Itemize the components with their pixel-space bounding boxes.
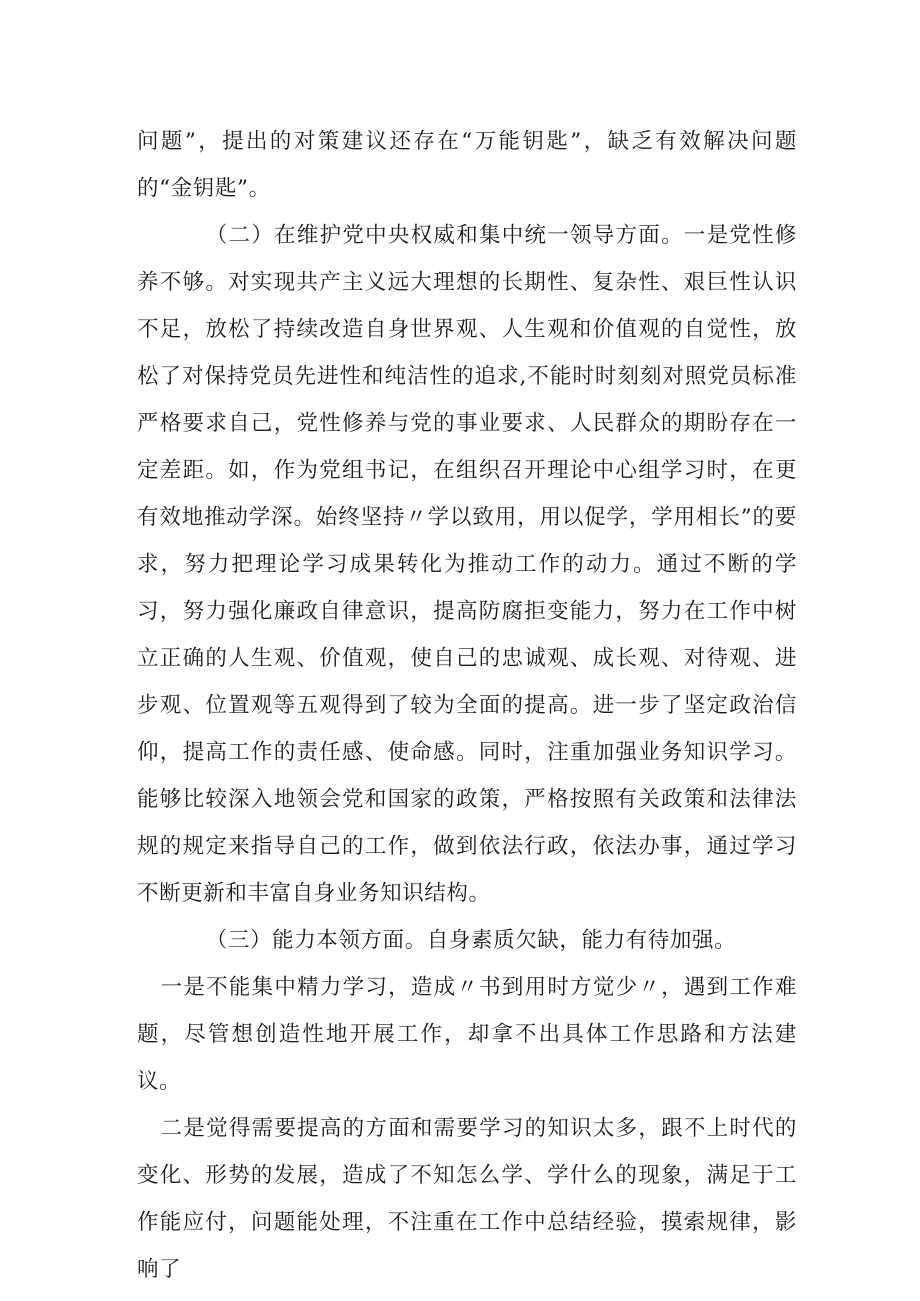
paragraph-section-three: （三）能力本领方面。自身素质欠缺，能力有待加强。	[205, 928, 737, 953]
document-body	[137, 118, 797, 1293]
paragraph-point-one: 一是不能集中精力学习，造成〃书到用时方觉少〃，遇到工作难题，尽管想创造性地开展工作，却拿不出具体工作思路和方法建议。	[137, 975, 797, 1094]
paragraph-continuation: 问题”，提出的对策建议还存在“万能钥匙”，缺乏有效解决问题的“金钥匙”。	[137, 129, 797, 201]
paragraph-point-two: 二是觉得需要提高的方面和需要学习的知识太多，跟不上时代的变化、形势的发展，造成了不知怎么学、学什么的现象，满足于工作能应付，问题能处理，不注重在工作中总结经验，摸索规律，影响了	[137, 1116, 797, 1282]
paragraph-section-two: （二）在维护党中央权威和集中统一领导方面。一是党性修养不够。对实现共产主义远大理想的长期性、复杂性、艰巨性认识不足，放松了持续改造自身世界观、人生观和价值观的自觉性，放松了对保持党员先进性和纯洁性的追求,不能时时刻刻对照党员标准严格要求自己，党性修养与党的事业要求、人民群众的期盼存在一定差距。如，作为党组书记，在组织召开理论中心组学习时，在更有效地推动学深。始终坚持〃学以致用，用以促学，学用相长”的要求，努力把理论学习成果转化为推动工作的动力。通过不断的学习，努力强化廉政自律意识，提高防腐拒变能力，努力在工作中树立正确的人生观、价值观，使自己的忠诚观、成长观、对待观、进步观、位置观等五观得到了较为全面的提高。进一步了坚定政治信仰，提高工作的责任感、使命感。同时，注重加强业务知识学习。能够比较深入地领会党和国家的政策，严格按照有关政策和法律法规的规定来指导自己的工作，做到依法行政，依法办事，通过学习不断更新和丰富自身业务知识结构。	[137, 223, 797, 906]
